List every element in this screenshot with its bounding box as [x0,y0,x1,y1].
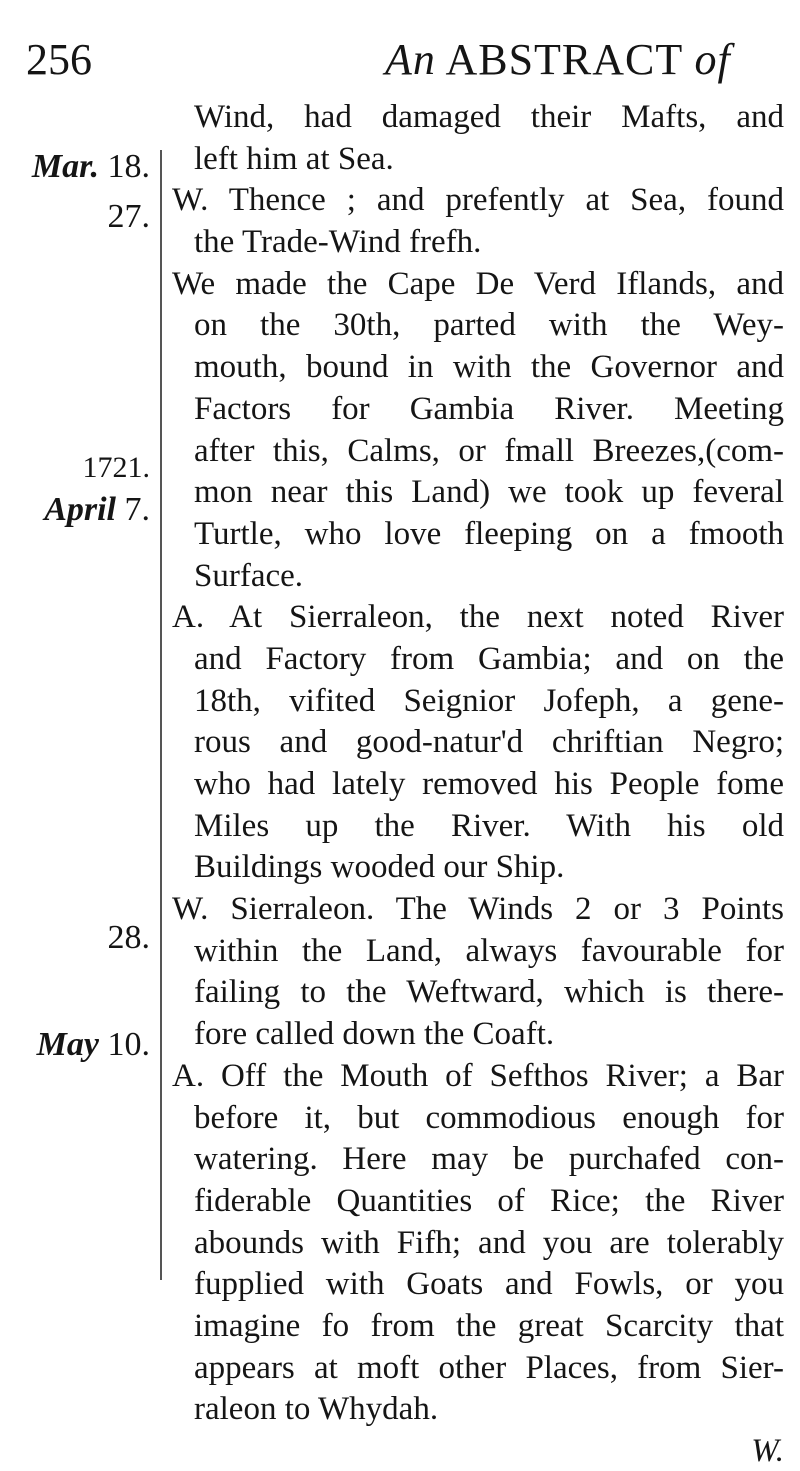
text-line: We made the Cape De Verd Iflands, and [172,265,784,302]
text-line: on the 30th, parted with the Wey- [194,307,784,344]
body-text [172,97,784,1471]
text-line: rous and good-natur'd chriftian Negro; [194,724,784,761]
text-line: failing to the Weftward, which is there- [194,974,784,1011]
date-note-mar-18: Mar. 18. [31,148,150,185]
text-line: left him at Sea. [194,140,394,177]
date-note-april-7: April 7. [44,491,150,528]
running-title-suffix: of [694,35,731,84]
text-line: A. At Sierraleon, the next noted River [172,599,784,636]
text-line: fiderable Quantities of Rice; the River [194,1182,784,1219]
catchword: W. [751,1433,784,1469]
text-line: fore called down the Coaft. [194,1016,555,1053]
text-line: mouth, bound in with the Governor and [194,349,784,386]
margin-dates [0,0,160,1378]
text-line: W. Sierraleon. The Winds 2 or 3 Points [172,891,784,928]
text-line: after this, Calms, or fmall Breezes,(com- [194,432,784,469]
text-line: imagine fo from the great Scarcity that [194,1307,784,1344]
text-line: abounds with Fifh; and you are tolerably [194,1224,784,1261]
date-note-may-10: May 10. [36,1026,150,1063]
date-note-28: 28. [107,919,150,956]
date-note-year: 1721. [82,451,150,484]
running-title-main: ABSTRACT [435,35,695,84]
page-number: 256 [26,35,92,84]
text-line: who had lately removed his People fome [194,766,784,802]
text-line: 18th, vifited Seignior Jofeph, a gene- [194,682,784,719]
text-line: the Trade-Wind frefh. [194,224,482,261]
text-line: watering. Here may be purchafed con- [194,1141,784,1178]
running-title [385,30,731,90]
text-line: Turtle, who love fleeping on a fmooth [194,515,784,552]
running-title-prefix: An [385,35,436,84]
text-line: and Factory from Gambia; and on the [194,640,784,677]
text-line: before it, but commodious enough for [194,1099,784,1136]
text-line: within the Land, always favourable for [194,932,784,969]
text-line: mon near this Land) we took up feveral [194,474,784,511]
text-line: Surface. [194,557,304,594]
text-line: Miles up the River. With his old [194,807,784,844]
date-note-27: 27. [107,198,150,235]
text-line: appears at moft other Places, from Sier- [194,1349,784,1386]
text-line: fupplied with Goats and Fowls, or you [194,1266,784,1303]
text-line: Buildings wooded our Ship. [194,849,565,886]
text-line: Wind, had damaged their Mafts, and [194,99,784,135]
text-line: raleon to Whydah. [194,1391,439,1428]
text-line: A. Off the Mouth of Sefthos River; a Bar [172,1057,784,1094]
margin-rule [160,150,162,1280]
text-line: W. Thence ; and prefently at Sea, found [172,182,784,219]
text-line: Factors for Gambia River. Meeting [194,390,784,427]
